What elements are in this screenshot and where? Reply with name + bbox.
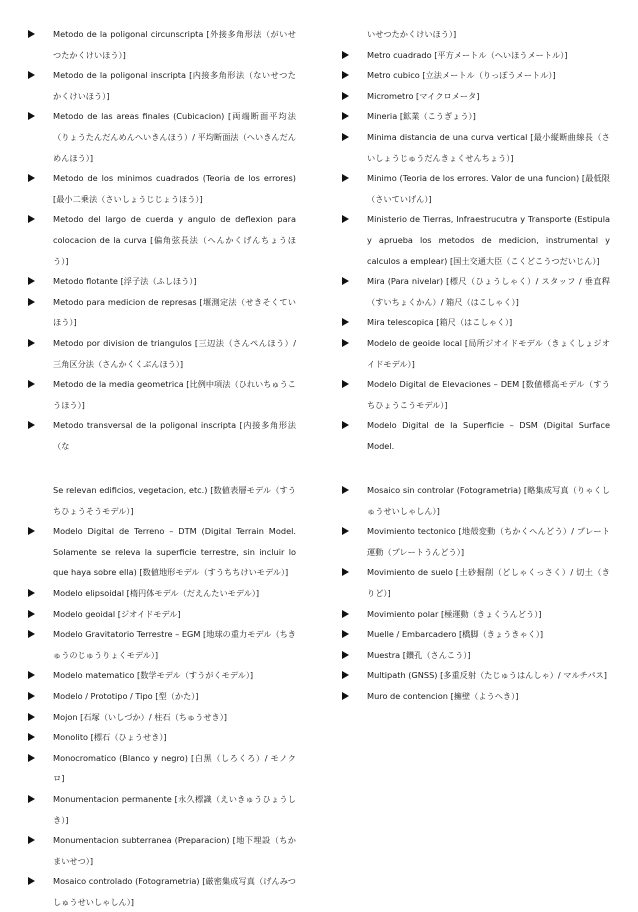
bullet-arrow-icon	[342, 51, 349, 59]
column-top-left	[28, 24, 296, 456]
glossary-entry-continuation	[342, 24, 610, 45]
entry-text: Muestra [鑽孔（さんこう）]	[367, 649, 471, 660]
bullet-arrow-icon	[28, 754, 35, 762]
glossary-entry	[28, 415, 296, 456]
bullet-arrow-icon	[342, 421, 349, 429]
entry-text: Mira (Para nivelar) [標尺（ひょうしゃく）/ スタッフ / 垂直稈（すいちょくかん）/ 箱尺（はこしゃく）]	[367, 276, 610, 307]
glossary-entry	[28, 748, 296, 789]
entry-text: Metodo transversal de la poligonal inscripta [内接多角形法（な	[53, 420, 296, 451]
glossary-entry	[342, 415, 610, 456]
entry-text: Metro cuadrado [平方メートル（へいほうメートル）]	[367, 49, 568, 60]
glossary-entry	[342, 86, 610, 107]
bullet-arrow-icon	[28, 877, 35, 885]
entry-text: Modelo / Prototipo / Tipo [型（かた）]	[53, 690, 199, 701]
glossary-entry	[28, 65, 296, 106]
glossary-entry	[342, 312, 610, 333]
column-bottom-right	[342, 480, 610, 707]
bullet-arrow-icon	[342, 527, 349, 535]
bullet-arrow-icon	[28, 610, 35, 618]
entry-text: Se relevan edificios, vegetacion, etc.) [数値表層モデル（すうちひょうそうモデル）]	[53, 485, 296, 516]
entry-text: Movimiento tectonico [地殻変動（ちかくへんどう）/ プレート運動（プレートうんどう）]	[367, 526, 610, 557]
bullet-arrow-icon	[342, 215, 349, 223]
glossary-entry	[342, 65, 610, 86]
bullet-arrow-icon	[342, 380, 349, 388]
glossary-entry	[28, 24, 296, 65]
glossary-entry	[28, 686, 296, 707]
glossary-entry	[28, 168, 296, 209]
glossary-entry	[342, 168, 610, 209]
entry-text: Metodo flotante [浮子法（ふしほう）]	[53, 276, 197, 287]
glossary-entry	[28, 789, 296, 830]
bullet-arrow-icon	[342, 112, 349, 120]
bullet-arrow-icon	[28, 71, 35, 79]
entry-text: Mineria [鉱業（こうぎょう）]	[367, 111, 476, 122]
entry-text: Metodo de la poligonal circunscripta [外接多角形法（がいせつたかくけいほう）]	[53, 29, 296, 60]
glossary-entry	[342, 562, 610, 603]
bullet-arrow-icon	[28, 733, 35, 741]
entry-text: Modelo elipsoidal [楕円体モデル（だえんたいモデル）]	[53, 587, 260, 598]
glossary-entry	[342, 645, 610, 666]
glossary-entry	[28, 271, 296, 292]
bullet-arrow-icon	[28, 298, 35, 306]
glossary-entry	[342, 604, 610, 625]
bullet-arrow-icon	[28, 589, 35, 597]
entry-text: Modelo Digital de Terreno – DTM (Digital Terrain Model. Solamente se releva la superficie terrestre, sin incluir lo que haya sobre ella) [数値地形モデル（すうちちけいモデル）]	[53, 526, 296, 578]
bullet-arrow-icon	[342, 71, 349, 79]
glossary-entry	[28, 374, 296, 415]
glossary-entry	[342, 271, 610, 312]
bullet-arrow-icon	[342, 277, 349, 285]
glossary-entry	[342, 209, 610, 271]
entry-text: Monumentacion permanente [永久標識（えいきゅうひょうしき）]	[53, 793, 296, 825]
glossary-entry	[28, 333, 296, 374]
bullet-arrow-icon	[28, 339, 35, 347]
bullet-arrow-icon	[342, 568, 349, 576]
entry-text: Metodo de la media geometrica [比例中項法（ひれいちゅうこうほう）]	[53, 379, 296, 410]
entry-text: Minima distancia de una curva vertical [最小縦断曲線長（さいしょうじゅうだんきょくせんちょう）]	[367, 131, 610, 163]
entry-text: Monocromatico (Blanco y negro) [白黒（しろくろ）/ モノクロ]	[53, 752, 296, 784]
glossary-entry	[28, 624, 296, 665]
entry-text: Mira telescopica [箱尺（はこしゃく）]	[367, 317, 513, 328]
bullet-arrow-icon	[342, 339, 349, 347]
bullet-arrow-icon	[342, 671, 349, 679]
column-top-right	[342, 24, 610, 456]
bullet-arrow-icon	[342, 92, 349, 100]
entry-text: Micrometro [マイクロメータ]	[367, 90, 480, 101]
entry-text: Multipath (GNSS) [多重反射（たじゅうはんしゃ）/ マルチパス]	[367, 670, 607, 681]
glossary-entry	[28, 604, 296, 625]
entry-text: Metodo de la poligonal inscripta [内接多角形法（ないせつたかくけいほう）]	[53, 70, 296, 101]
glossary-entry	[342, 480, 610, 521]
glossary-entry	[28, 707, 296, 728]
entry-text: Muelle / Embarcadero [橋脚（きょうきゃく）]	[367, 629, 544, 640]
bullet-arrow-icon	[342, 651, 349, 659]
glossary-entry	[28, 665, 296, 686]
glossary-entry	[28, 521, 296, 583]
bullet-arrow-icon	[28, 277, 35, 285]
glossary-entry	[28, 871, 296, 912]
entry-text: Modelo Digital de la Superficie – DSM (Digital Surface Model.	[367, 420, 610, 451]
glossary-entry	[342, 45, 610, 66]
entry-text: Minimo (Teoria de los errores. Valor de una funcion) [最低限（さいていげん）]	[367, 173, 610, 204]
glossary-entry	[342, 624, 610, 645]
bullet-arrow-icon	[28, 527, 35, 535]
glossary-entry	[342, 106, 610, 127]
bullet-arrow-icon	[28, 380, 35, 388]
glossary-entry	[342, 333, 610, 374]
entry-text: Muro de contencion [擁壁（ようへき）]	[367, 690, 519, 701]
bullet-arrow-icon	[28, 836, 35, 844]
glossary-entry	[342, 127, 610, 168]
bullet-arrow-icon	[342, 318, 349, 326]
entry-text: Monolito [標石（ひょうせき）]	[53, 732, 167, 743]
bullet-arrow-icon	[342, 630, 349, 638]
glossary-entry	[28, 583, 296, 604]
entry-text: Mosaico controlado (Fotogrametria) [厳密集成写真（げんみつしゅうせいしゃしん）]	[53, 876, 296, 907]
bullet-arrow-icon	[28, 30, 35, 38]
glossary-entry	[342, 374, 610, 415]
bullet-arrow-icon	[342, 133, 349, 141]
bullet-arrow-icon	[28, 174, 35, 182]
entry-text: Modelo de geoide local [局所ジオイドモデル（きょくしょジオイドモデル）]	[367, 337, 610, 369]
bullet-arrow-icon	[342, 610, 349, 618]
entry-text: Modelo geoidal [ジオイドモデル]	[53, 608, 181, 619]
bullet-arrow-icon	[28, 630, 35, 638]
entry-text: Modelo matematico [数学モデル（すうがくモデル）]	[53, 670, 254, 681]
bullet-arrow-icon	[28, 795, 35, 803]
glossary-entry	[28, 106, 296, 168]
entry-text: Metodo del largo de cuerda y angulo de deflexion para colocacion de la curva [偏角弦長法（へんかくげんちょうほう）]	[53, 214, 296, 266]
entry-text: Modelo Gravitatorio Terrestre – EGM [地球の重力モデル（ちきゅうのじゅうりょくモデル）]	[53, 629, 296, 660]
entry-text: Metodo de los minimos cuadrados (Teoria de los errores) [最小二乗法（さいしょうじじょうほう）]	[53, 173, 296, 204]
entry-text: いせつたかくけいほう）]	[367, 29, 457, 39]
glossary-entry-continuation	[28, 480, 296, 521]
bullet-arrow-icon	[342, 486, 349, 494]
bullet-arrow-icon	[28, 713, 35, 721]
entry-text: Modelo Digital de Elevaciones – DEM [数値標高モデル（すうちひょうこうモデル）]	[367, 379, 610, 410]
bullet-arrow-icon	[342, 692, 349, 700]
entry-text: Movimiento de suelo [土砂掘削（どしゃくっさく）/ 切土（きりど）]	[367, 567, 610, 598]
entry-text: Ministerio de Tierras, Infraestrucutra y Transporte (Estipula y aprueba los metodos de medicion, instrumental y calculos a emplear) [国土交通大臣（こくどこうつだいじん）]	[367, 214, 610, 266]
entry-text: Metodo de las areas finales (Cubicacion) [両端断面平均法（りょうたんだんめんへいきんほう）/ 平均断面法（へいきんだんめんほう）]	[53, 111, 296, 163]
bullet-arrow-icon	[28, 421, 35, 429]
glossary-entry	[28, 209, 296, 271]
glossary-entry	[342, 686, 610, 707]
bullet-arrow-icon	[28, 112, 35, 120]
glossary-entry	[28, 292, 296, 333]
bullet-arrow-icon	[342, 174, 349, 182]
glossary-entry	[342, 665, 610, 686]
glossary-entry	[28, 727, 296, 748]
entry-text: Movimiento polar [極運動（きょくうんどう）]	[367, 608, 542, 619]
entry-text: Metodo por division de triangulos [三辺法（さんぺんほう）/ 三角区分法（さんかくくぶんほう）]	[53, 337, 296, 369]
entry-text: Mosaico sin controlar (Fotogrametria) [略集成写真（りゃくしゅうせいしゃしん）]	[367, 485, 610, 516]
bullet-arrow-icon	[28, 692, 35, 700]
column-bottom-left	[28, 480, 296, 912]
glossary-entry	[28, 830, 296, 871]
entry-text: Metro cubico [立法メートル（りっぽうメートル）]	[367, 70, 556, 81]
glossary-entry	[342, 521, 610, 562]
bullet-arrow-icon	[28, 215, 35, 223]
entry-text: Metodo para medicion de represas [堰測定法（せきそくていほう）]	[53, 296, 296, 328]
entry-text: Monumentacion subterranea (Preparacion) [地下埋設（ちかまいせつ）]	[53, 835, 296, 866]
entry-text: Mojon [石塚（いしづか）/ 柱石（ちゅうせき）]	[53, 711, 227, 722]
bullet-arrow-icon	[28, 671, 35, 679]
